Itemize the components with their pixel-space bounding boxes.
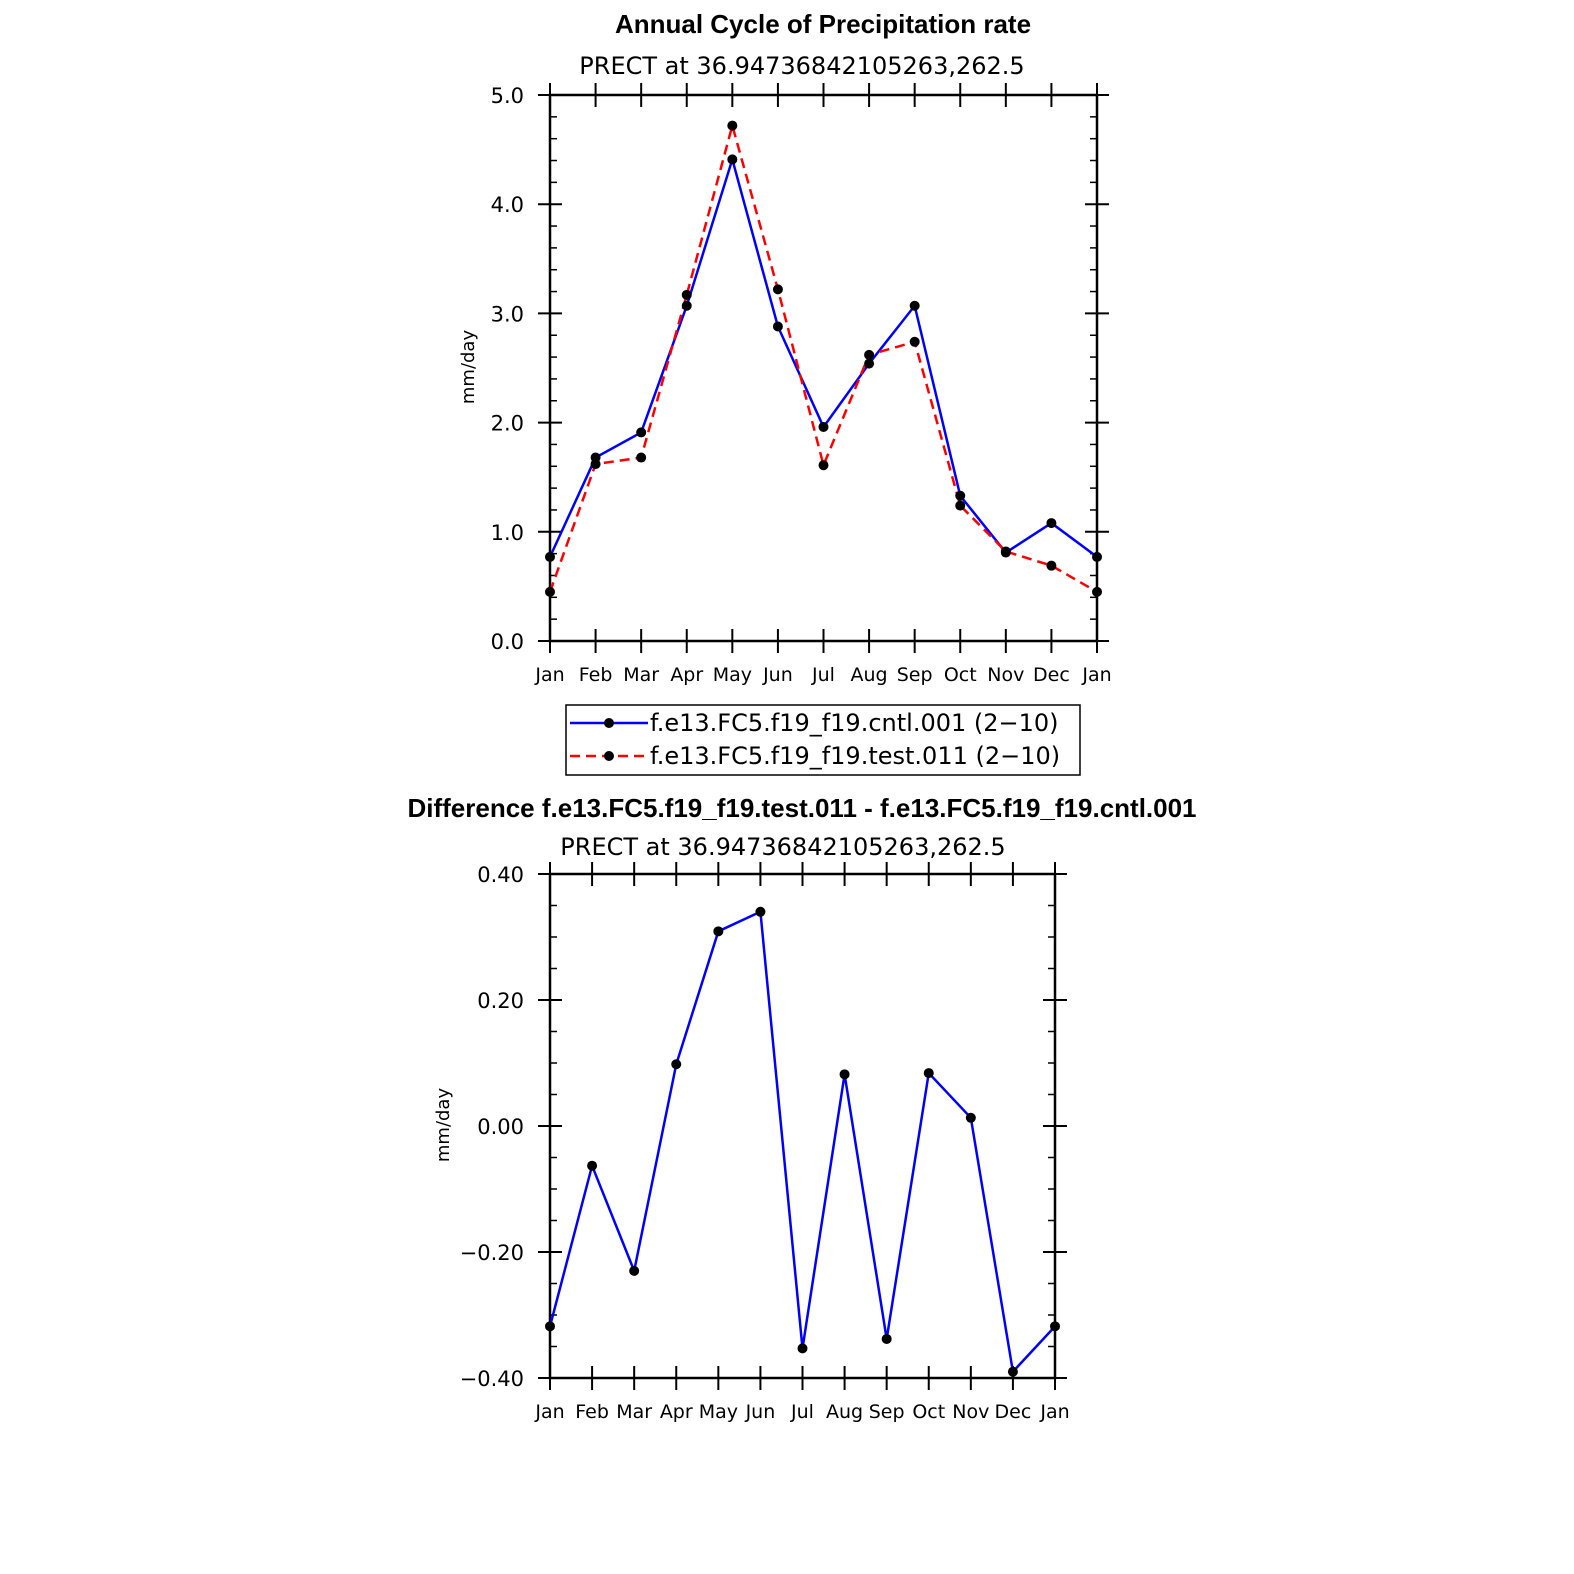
chart2-plot xyxy=(460,862,1070,1423)
data-point-1 xyxy=(819,460,829,470)
data-point-0 xyxy=(882,1334,892,1344)
x-tick-label: Apr xyxy=(670,664,704,686)
x-tick-label: Oct xyxy=(943,664,977,686)
x-tick-label: Oct xyxy=(912,1401,946,1423)
data-point-0 xyxy=(545,552,555,562)
x-tick-label: Aug xyxy=(826,1401,864,1423)
chart1-legend xyxy=(566,705,1080,775)
data-point-1 xyxy=(773,284,783,294)
series-line-1 xyxy=(550,126,1097,592)
data-point-0 xyxy=(773,322,783,332)
data-point-0 xyxy=(1008,1367,1018,1377)
x-tick-label: Nov xyxy=(952,1401,990,1423)
y-tick-label: 0.20 xyxy=(477,989,524,1013)
data-point-1 xyxy=(955,501,965,511)
data-point-0 xyxy=(966,1113,976,1123)
data-point-1 xyxy=(1046,561,1056,571)
data-point-0 xyxy=(798,1343,808,1353)
y-tick-label: 0.00 xyxy=(477,1115,524,1139)
x-tick-label: Dec xyxy=(1033,664,1070,686)
data-point-0 xyxy=(629,1266,639,1276)
series-line-0 xyxy=(550,912,1055,1372)
chart2-title: Difference f.e13.FC5.f19_f19.test.011 - f.e13.FC5.f19_f19.cntl.001 xyxy=(407,793,1197,823)
x-tick-label: Jan xyxy=(535,1401,565,1423)
data-point-0 xyxy=(864,359,874,369)
data-point-1 xyxy=(1092,587,1102,597)
data-point-0 xyxy=(587,1161,597,1171)
x-tick-label: Feb xyxy=(578,664,613,686)
data-point-0 xyxy=(910,301,920,311)
chart1-subtitle: PRECT at 36.94736842105263,262.5 xyxy=(579,52,1025,80)
x-tick-label: May xyxy=(712,664,752,686)
data-point-0 xyxy=(924,1068,934,1078)
series-line-0 xyxy=(550,159,1097,556)
y-tick-label: −0.20 xyxy=(459,1241,524,1265)
x-tick-label: Aug xyxy=(850,664,888,686)
data-point-0 xyxy=(671,1059,681,1069)
x-tick-label: Mar xyxy=(623,664,660,686)
data-point-0 xyxy=(755,907,765,917)
y-tick-label: 4.0 xyxy=(490,193,524,218)
x-tick-label: Jun xyxy=(763,664,793,686)
legend-marker-cntl xyxy=(604,718,614,728)
x-tick-label: Apr xyxy=(659,1401,693,1423)
data-point-1 xyxy=(1001,546,1011,556)
data-point-1 xyxy=(636,453,646,463)
x-tick-label: Sep xyxy=(896,664,933,686)
plot-frame xyxy=(550,95,1097,641)
y-tick-label: 1.0 xyxy=(490,520,524,545)
x-tick-label: Jan xyxy=(1040,1401,1070,1423)
x-tick-label: Jan xyxy=(535,664,565,686)
chart1-ylabel: mm/day xyxy=(458,329,479,405)
data-point-1 xyxy=(864,350,874,360)
y-tick-label: 5.0 xyxy=(490,84,524,108)
legend-label-cntl: f.e13.FC5.f19_f19.cntl.001 (2−10) xyxy=(650,709,1059,737)
y-tick-label: 3.0 xyxy=(490,302,524,327)
x-tick-label: Jul xyxy=(812,664,835,686)
data-point-0 xyxy=(1050,1321,1060,1331)
data-point-0 xyxy=(713,926,723,936)
x-tick-label: Dec xyxy=(994,1401,1032,1423)
data-point-0 xyxy=(636,427,646,437)
data-point-0 xyxy=(727,154,737,164)
chart2-subtitle: PRECT at 36.94736842105263,262.5 xyxy=(560,833,1006,861)
x-tick-label: Nov xyxy=(987,664,1025,686)
x-tick-label: Jul xyxy=(791,1401,814,1423)
legend-label-test: f.e13.FC5.f19_f19.test.011 (2−10) xyxy=(650,742,1061,770)
data-point-1 xyxy=(910,337,920,347)
data-point-0 xyxy=(819,422,829,432)
data-point-1 xyxy=(727,121,737,131)
chart2-ylabel: mm/day xyxy=(433,1087,454,1163)
data-point-0 xyxy=(1046,518,1056,528)
plot-frame xyxy=(550,874,1055,1378)
x-tick-label: Jun xyxy=(745,1401,776,1423)
y-tick-label: 2.0 xyxy=(490,411,524,436)
x-tick-label: Jan xyxy=(1082,664,1112,686)
y-tick-label: 0.40 xyxy=(477,863,524,887)
chart1-title: Annual Cycle of Precipitation rate xyxy=(614,9,1032,39)
data-point-1 xyxy=(545,587,555,597)
data-point-0 xyxy=(955,491,965,501)
data-point-0 xyxy=(682,301,692,311)
data-point-0 xyxy=(545,1321,555,1331)
y-tick-label: −0.40 xyxy=(459,1367,524,1391)
data-point-1 xyxy=(682,290,692,300)
data-point-1 xyxy=(591,459,601,469)
x-tick-label: May xyxy=(698,1401,738,1423)
x-tick-label: Mar xyxy=(616,1401,653,1423)
chart1-plot xyxy=(491,83,1112,686)
x-tick-label: Feb xyxy=(575,1401,609,1423)
data-point-0 xyxy=(1092,552,1102,562)
y-tick-label: 0.0 xyxy=(490,630,524,654)
x-tick-label: Sep xyxy=(868,1401,905,1423)
legend-marker-test xyxy=(604,751,614,761)
data-point-0 xyxy=(840,1069,850,1079)
